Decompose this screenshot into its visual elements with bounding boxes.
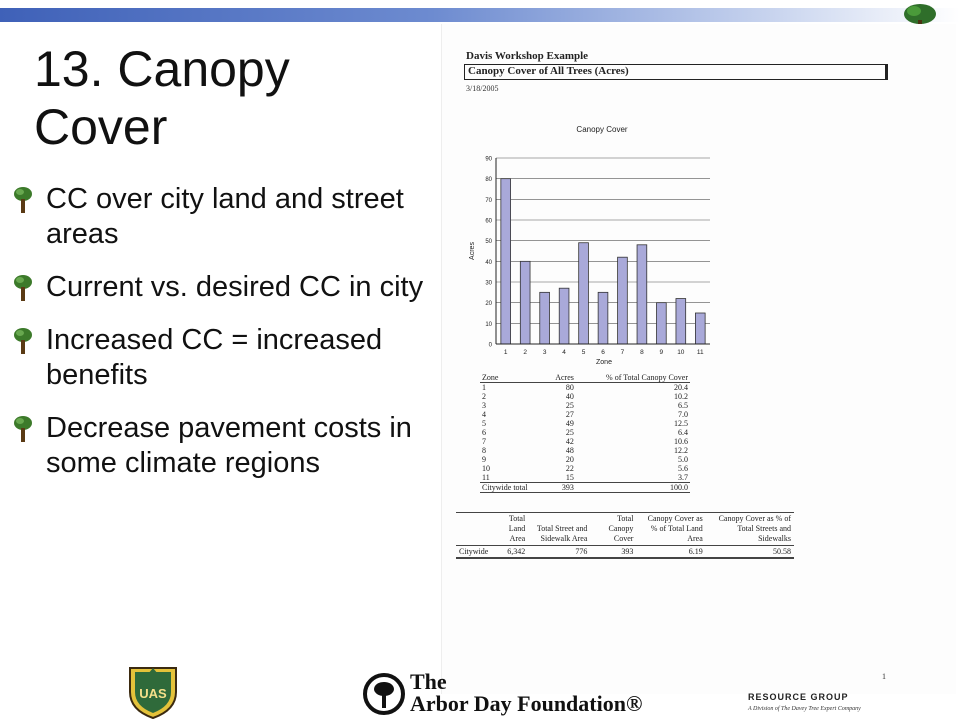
- table-cell: 49: [565, 419, 574, 428]
- report-header: Davis Workshop Example: [466, 50, 589, 62]
- table-cell: 6,342: [491, 546, 528, 559]
- column-header: Zone: [480, 373, 546, 383]
- chart-y-tick-label: 90: [485, 156, 492, 163]
- chart-y-tick-label: 70: [485, 197, 492, 204]
- bullet-text: Increased CC = increased benefits: [46, 324, 383, 391]
- column-header: Total Street and Sidewalk Area: [528, 513, 590, 546]
- tree-bullet-icon: [12, 415, 34, 443]
- chart-x-tick-label: 1: [503, 349, 508, 356]
- chart-bar-zone-3: [540, 292, 550, 344]
- table-row: [480, 428, 690, 437]
- table-cell: 393: [546, 483, 576, 493]
- chart-x-tick-label: 11: [696, 349, 704, 356]
- table-row: [480, 455, 690, 464]
- bullet-item: [12, 182, 432, 252]
- chart-x-tick-label: 5: [581, 349, 586, 356]
- table-row: [480, 419, 690, 428]
- chart-bar-zone-1: [501, 179, 511, 344]
- chart-title: Canopy Cover: [576, 125, 628, 134]
- resource-group-name: RESOURCE GROUP: [748, 692, 849, 702]
- chart-y-label: Acres: [469, 242, 476, 260]
- column-header: Acres: [546, 373, 576, 383]
- table-cell: 25: [565, 428, 574, 437]
- table-cell: 7: [482, 437, 486, 446]
- table-cell: 6.4: [678, 428, 688, 437]
- table-row: [480, 410, 690, 419]
- zone-canopy-table: [480, 373, 690, 493]
- chart-bar-zone-4: [559, 288, 569, 344]
- table-row: [480, 464, 690, 473]
- report-date: 3/18/2005: [466, 84, 499, 93]
- bullet-text: CC over city land and street areas: [46, 183, 404, 250]
- table-cell: 27: [565, 410, 574, 419]
- chart-y-tick-label: 20: [485, 301, 492, 308]
- table-row: [480, 392, 690, 401]
- chart-x-tick-label: 10: [677, 349, 685, 356]
- column-header: Canopy Cover as % of Total Streets and Sidewalks: [706, 513, 794, 546]
- table-cell: 20: [565, 455, 574, 464]
- chart-y-tick-label: 30: [485, 280, 492, 287]
- chart-bar-zone-7: [618, 257, 628, 344]
- table-cell: 48: [565, 446, 574, 455]
- table-cell: 9: [482, 455, 486, 464]
- column-header: Total Land Area: [491, 513, 528, 546]
- table-cell: 11: [482, 473, 490, 482]
- column-header: % of Total Canopy Cover: [576, 373, 690, 383]
- chart-y-tick-label: 10: [485, 321, 492, 328]
- resource-group-subtitle: A Division of The Davey Tree Expert Company: [748, 706, 861, 712]
- column-header: Total Canopy Cover: [590, 513, 636, 546]
- header-gradient-bar: [0, 8, 960, 22]
- arbor-day-prefix: The: [410, 669, 447, 694]
- page-number: 1: [882, 672, 886, 681]
- table-cell: 393: [590, 546, 636, 559]
- table-cell: 4: [482, 410, 486, 419]
- bullet-item: [12, 270, 432, 305]
- bullet-text: Decrease pavement costs in some climate regions: [46, 412, 412, 479]
- table-cell: 3: [482, 401, 486, 410]
- table-cell: 10.2: [674, 392, 688, 401]
- table-row: [480, 437, 690, 446]
- table-cell: 7.0: [678, 410, 688, 419]
- chart-x-tick-label: 6: [601, 349, 605, 356]
- tree-bullet-icon: [12, 274, 34, 302]
- table-row: [480, 446, 690, 455]
- report-subtitle: Canopy Cover of All Trees (Acres): [468, 65, 629, 77]
- table-cell: Citywide: [456, 546, 491, 559]
- table-cell: 6.5: [678, 401, 688, 410]
- table-cell: 5: [482, 419, 486, 428]
- table-cell: 3.7: [678, 473, 688, 482]
- table-row: [480, 401, 690, 410]
- table-cell: 5.6: [678, 464, 688, 473]
- table-cell: 22: [565, 464, 574, 473]
- arbor-day-tree-circle-icon: [362, 672, 406, 716]
- chart-bar-zone-9: [657, 303, 667, 344]
- citywide-summary-table: [456, 512, 794, 559]
- table-cell: 42: [565, 437, 574, 446]
- column-header: Canopy Cover as % of Total Land Area: [636, 513, 705, 546]
- bullet-text: Current vs. desired CC in city: [46, 271, 424, 303]
- chart-x-tick-label: 4: [562, 349, 566, 356]
- bullet-list: [12, 182, 432, 499]
- table-cell: 80: [565, 383, 574, 392]
- table-cell: 8: [482, 446, 486, 455]
- column-header: [456, 513, 491, 546]
- table-cell: 25: [565, 401, 574, 410]
- table-row: [456, 546, 794, 559]
- chart-x-tick-label: 3: [542, 349, 547, 356]
- table-cell: 10.6: [674, 437, 688, 446]
- table-cell: 12.2: [674, 446, 688, 455]
- chart-y-tick-label: 60: [485, 218, 492, 225]
- table-cell: 50.58: [706, 546, 794, 559]
- canopy-cover-bar-chart: [462, 120, 722, 370]
- report-document: [441, 24, 956, 694]
- table-cell: 5.0: [678, 455, 688, 464]
- table-cell: 10: [482, 464, 490, 473]
- tree-bullet-icon: [12, 186, 34, 214]
- chart-x-tick-label: 7: [620, 349, 625, 356]
- table-cell: 6.19: [636, 546, 705, 559]
- table-row: [480, 473, 690, 483]
- table-cell: 2: [482, 392, 486, 401]
- chart-bar-zone-5: [579, 243, 589, 344]
- chart-bar-zone-11: [695, 313, 705, 344]
- tree-bullet-icon: [12, 327, 34, 355]
- chart-bar-zone-6: [598, 292, 608, 344]
- arbor-day-foundation-name: Arbor Day Foundation®: [410, 691, 643, 716]
- chart-x-tick-label: 2: [523, 349, 527, 356]
- table-row: [480, 383, 690, 393]
- chart-bar-zone-2: [520, 261, 530, 344]
- table-cell: Citywide total: [480, 483, 546, 493]
- chart-bar-zone-8: [637, 245, 647, 344]
- table-cell: 100.0: [576, 483, 690, 493]
- chart-y-tick-label: 50: [485, 239, 492, 246]
- bullet-item: [12, 323, 432, 393]
- usfs-emblem-text: UAS: [139, 686, 167, 701]
- chart-x-label: Zone: [596, 359, 612, 366]
- table-cell: 1: [482, 383, 486, 392]
- chart-x-tick-label: 8: [640, 349, 644, 356]
- table-cell: 15: [565, 473, 574, 482]
- chart-y-tick-label: 0: [488, 342, 492, 349]
- forest-service-shield-logo: [124, 662, 182, 720]
- slide-title: 13. Canopy Cover: [34, 41, 290, 155]
- chart-y-tick-label: 80: [485, 177, 492, 184]
- table-cell: 20.4: [674, 383, 688, 392]
- chart-y-tick-label: 40: [485, 259, 492, 266]
- table-cell: 12.5: [674, 419, 688, 428]
- table-cell: 6: [482, 428, 486, 437]
- chart-x-tick-label: 9: [659, 349, 664, 356]
- chart-bar-zone-10: [676, 299, 686, 344]
- bullet-item: [12, 411, 432, 481]
- table-total-row: [480, 483, 690, 493]
- report-subtitle-box: [464, 64, 888, 80]
- table-cell: 776: [528, 546, 590, 559]
- table-cell: 40: [565, 392, 574, 401]
